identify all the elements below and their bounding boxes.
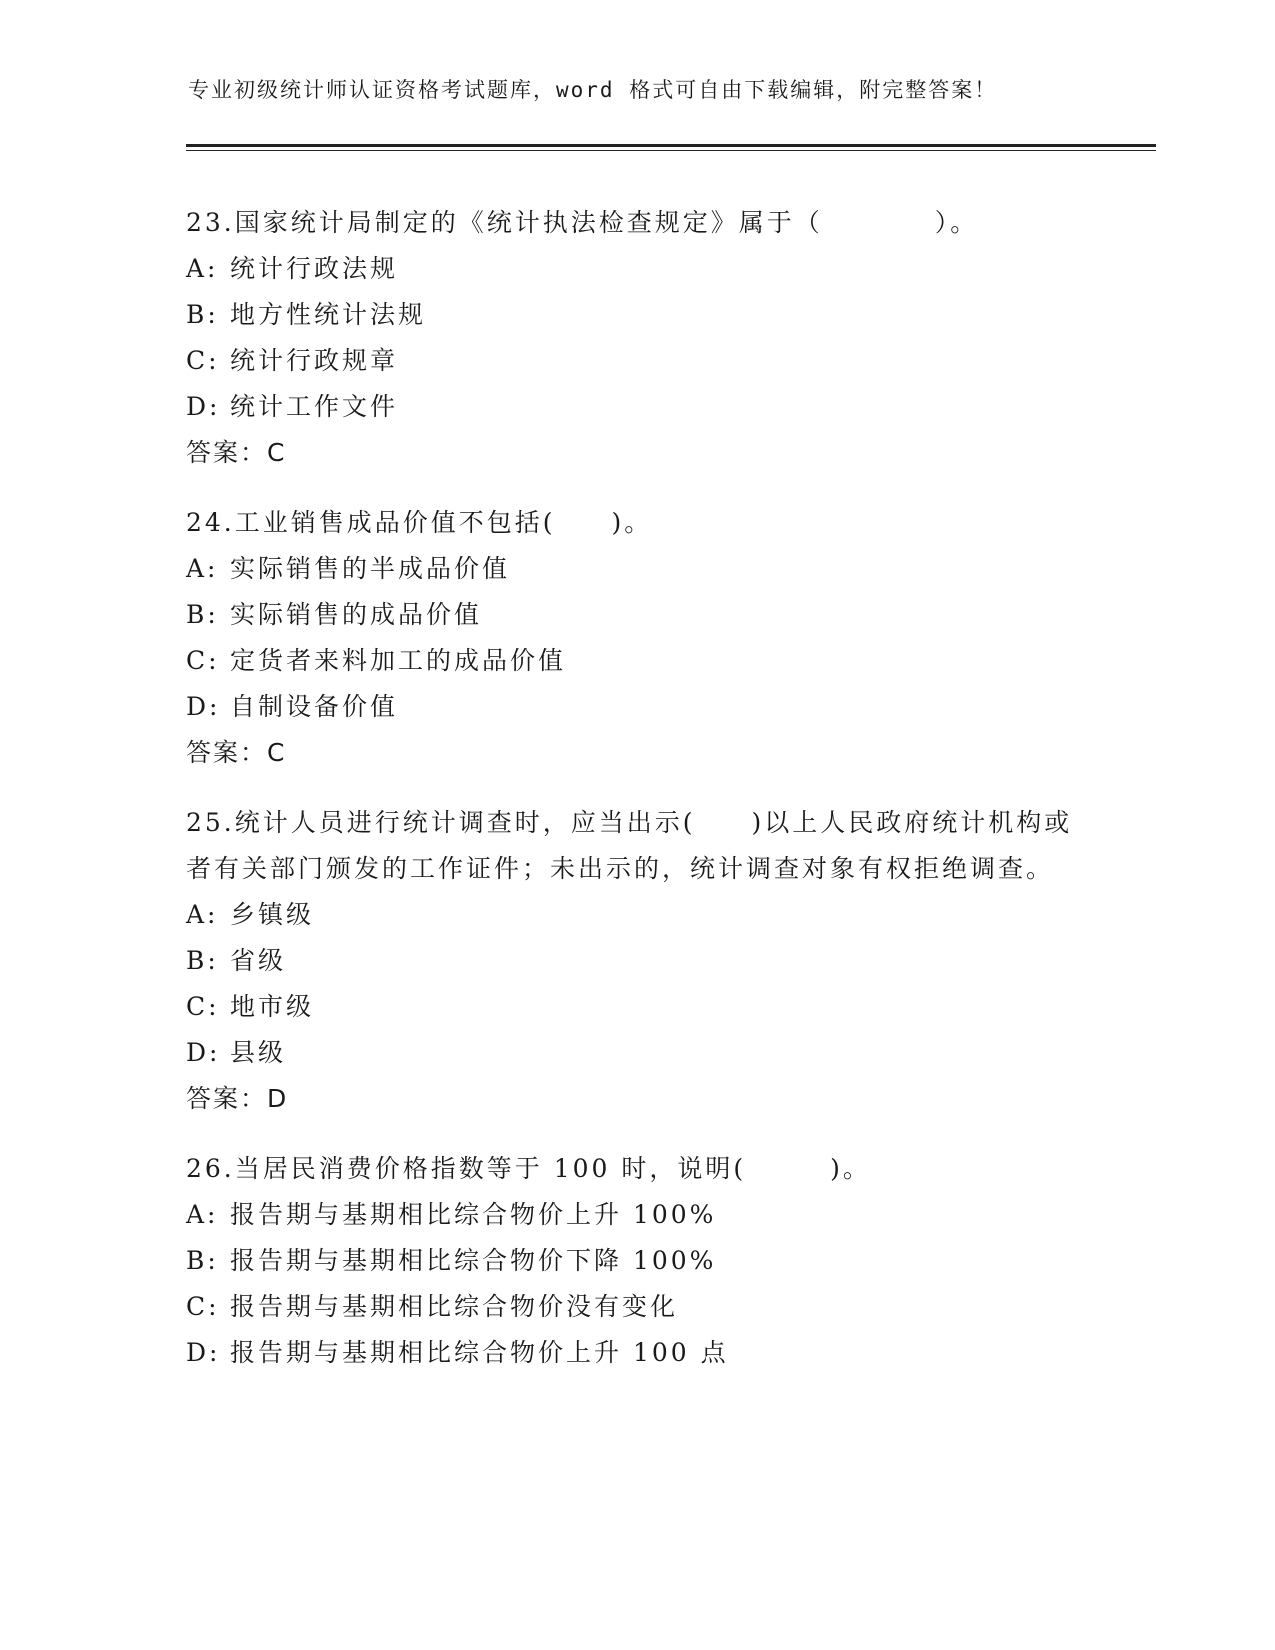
question-stem: 24.工业销售成品价值不包括( )。 (186, 508, 653, 537)
option-c (186, 1284, 1086, 1330)
option-b (186, 938, 1086, 984)
option-text: 定货者来料加工的成品价值 (230, 646, 567, 675)
option-letter: B: (186, 946, 219, 975)
document-header: 专业初级统计师认证资格考试题库，word 格式可自由下载编辑，附完整答案！ (188, 78, 998, 102)
option-d (186, 1330, 1086, 1376)
option-b (186, 292, 1086, 338)
option-letter: A: (186, 1200, 219, 1229)
question-26 (186, 1146, 1086, 1376)
option-letter: B: (186, 600, 219, 629)
option-text: 自制设备价值 (230, 692, 399, 721)
option-c (186, 984, 1086, 1030)
option-letter: B: (186, 300, 219, 329)
answer-line: 答案：D (186, 1084, 289, 1113)
header-rule-thick (186, 144, 1156, 147)
option-letter: D: (186, 1338, 221, 1367)
option-text: 实际销售的成品价值 (230, 600, 483, 629)
option-a (186, 892, 1086, 938)
option-letter: B: (186, 1246, 219, 1275)
option-c (186, 338, 1086, 384)
option-text: 省级 (230, 946, 287, 975)
option-text: 报告期与基期相比综合物价上升 100% (230, 1200, 717, 1229)
answer-line: 答案：C (186, 738, 287, 767)
option-text: 统计行政规章 (230, 346, 399, 375)
option-text: 统计工作文件 (230, 392, 399, 421)
question-24 (186, 500, 1086, 776)
question-23 (186, 200, 1086, 476)
option-letter: A: (186, 900, 219, 929)
option-text: 报告期与基期相比综合物价没有变化 (230, 1292, 679, 1321)
option-text: 报告期与基期相比综合物价下降 100% (230, 1246, 717, 1275)
option-b (186, 1238, 1086, 1284)
option-letter: D: (186, 1038, 221, 1067)
option-text: 乡镇级 (230, 900, 315, 929)
option-d (186, 384, 1086, 430)
option-c (186, 638, 1086, 684)
option-letter: D: (186, 392, 221, 421)
question-list (186, 200, 1086, 1400)
option-text: 实际销售的半成品价值 (230, 554, 511, 583)
option-d (186, 684, 1086, 730)
option-a (186, 246, 1086, 292)
option-letter: C: (186, 346, 220, 375)
option-b (186, 592, 1086, 638)
option-letter: A: (186, 554, 219, 583)
option-letter: C: (186, 646, 220, 675)
option-letter: D: (186, 692, 221, 721)
header-rule-thin (186, 150, 1156, 151)
option-a (186, 1192, 1086, 1238)
question-stem: 23.国家统计局制定的《统计执法检查规定》属于（ ）。 (186, 208, 979, 237)
option-d (186, 1030, 1086, 1076)
option-text: 地市级 (230, 992, 315, 1021)
question-stem: 25.统计人员进行统计调查时，应当出示( )以上人民政府统计机构或者有关部门颁发的工作证件；未出示的，统计调查对象有权拒绝调查。 (186, 808, 1073, 883)
option-letter: C: (186, 1292, 220, 1321)
option-text: 报告期与基期相比综合物价上升 100 点 (230, 1338, 729, 1367)
option-text: 统计行政法规 (230, 254, 399, 283)
option-text: 县级 (230, 1038, 287, 1067)
question-25 (186, 800, 1086, 1122)
option-letter: A: (186, 254, 219, 283)
question-stem: 26.当居民消费价格指数等于 100 时，说明( )。 (186, 1154, 871, 1183)
option-a (186, 546, 1086, 592)
answer-line: 答案：C (186, 438, 287, 467)
option-text: 地方性统计法规 (230, 300, 427, 329)
option-letter: C: (186, 992, 220, 1021)
